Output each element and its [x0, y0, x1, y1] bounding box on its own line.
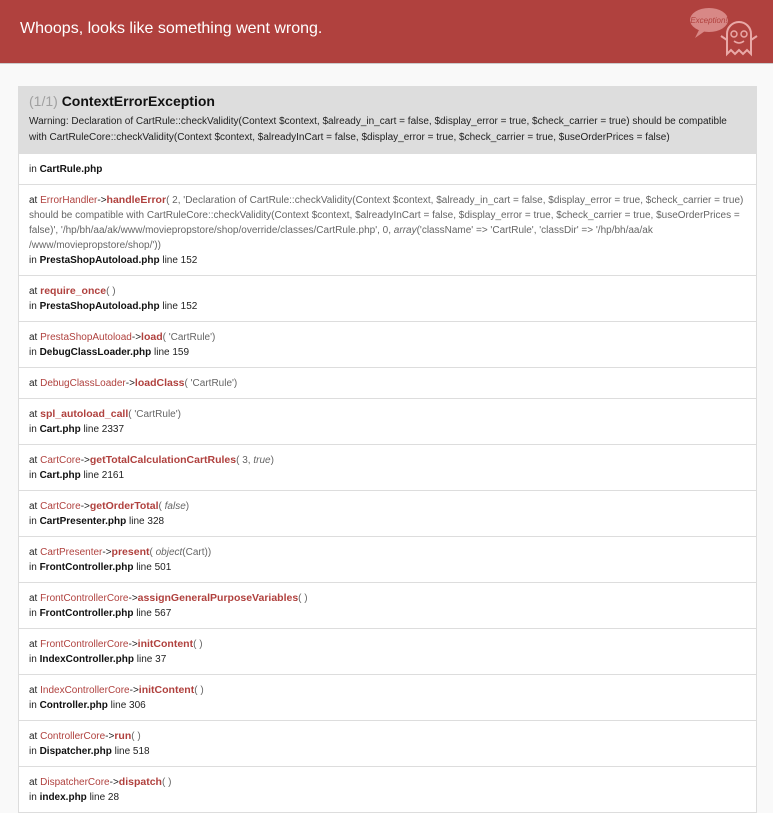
- trace-method: initContent: [137, 638, 194, 650]
- trace-line: line 159: [151, 347, 190, 358]
- trace-class-link[interactable]: CartCore: [40, 455, 81, 466]
- trace-row: [19, 720, 756, 766]
- trace-method: initContent: [138, 684, 195, 696]
- arrow: ->: [129, 685, 139, 696]
- in-label: in: [29, 792, 40, 803]
- trace-call: [29, 376, 746, 391]
- trace-method: handleError: [106, 194, 167, 206]
- trace-location: [29, 514, 746, 529]
- arg: array: [393, 225, 417, 236]
- trace-row: [19, 444, 756, 490]
- trace-row: [19, 628, 756, 674]
- trace-file[interactable]: DebugClassLoader.php: [39, 347, 152, 358]
- trace-row: [19, 582, 756, 628]
- arg: 'CartRule': [134, 409, 178, 420]
- in-label: in: [29, 562, 40, 573]
- arg: true: [253, 455, 271, 466]
- in-label: in: [29, 255, 40, 266]
- trace-line: line 328: [126, 516, 165, 527]
- arg: 2, 'Declaration of CartRule::checkValidity(Context $context, $already_in_cart = false, $display_error = true, $check_carrier = true) should be compatible with CartRuleCore::checkValidity(Context $context, $alreadyInCart = false, $display_error = true, $check_carrier = true, $useOrderPrices = false)', '/hp/bh/aa/ak/www/moviepropstore/shop/override/classes/CartRule.php', 0,: [29, 195, 744, 236]
- at-label: at: [29, 195, 41, 206]
- trace-row: [19, 490, 756, 536]
- trace-line: line 152: [159, 301, 198, 312]
- exception-block: [18, 86, 757, 813]
- arrow: ->: [128, 639, 138, 650]
- arrow: ->: [109, 777, 119, 788]
- at-label: at: [29, 777, 41, 788]
- trace-method: run: [114, 730, 132, 742]
- arg: (Cart): [182, 547, 208, 558]
- arrow: ->: [102, 547, 112, 558]
- trace-location: [29, 422, 746, 437]
- page-title: Whoops, looks like something went wrong.: [20, 20, 323, 37]
- trace-call: [29, 407, 746, 422]
- trace-method: getOrderTotal: [89, 500, 159, 512]
- trace-args: ( ): [131, 731, 141, 742]
- trace-call: [29, 499, 746, 514]
- trace-class-link[interactable]: ControllerCore: [40, 731, 106, 742]
- at-label: at: [29, 547, 41, 558]
- trace-file[interactable]: index.php: [39, 792, 87, 803]
- trace-location: [29, 345, 746, 360]
- at-label: at: [29, 378, 41, 389]
- in-label: in: [29, 424, 40, 435]
- trace-file[interactable]: FrontController.php: [39, 562, 134, 573]
- at-label: at: [29, 286, 41, 297]
- trace-call: [29, 775, 746, 790]
- trace-location: [29, 468, 746, 483]
- trace-class-link[interactable]: DebugClassLoader: [40, 378, 126, 389]
- trace-class-link[interactable]: DispatcherCore: [40, 777, 110, 788]
- in-label: in: [29, 746, 40, 757]
- trace-location: [29, 744, 746, 759]
- trace-args: ( object(Cart)): [149, 547, 212, 558]
- trace-line: line 567: [133, 608, 172, 619]
- trace-args: ( ): [193, 639, 203, 650]
- trace-file[interactable]: Cart.php: [39, 470, 81, 481]
- stack-trace: [19, 154, 756, 812]
- trace-row: [19, 184, 756, 275]
- trace-call: [29, 284, 746, 299]
- trace-file[interactable]: PrestaShopAutoload.php: [39, 301, 160, 312]
- arg: 'CartRule': [168, 332, 213, 343]
- trace-file[interactable]: CartPresenter.php: [39, 516, 127, 527]
- exception-message: Warning: Declaration of CartRule::checkValidity(Context $context, $already_in_cart = false, $display_error = true, $check_carrier = true) should be compatible with CartRuleCore::checkValidity(Context $context, $alreadyInCart = false, $display_error = true, $check_carrier = true, $useOrderPrices = false): [29, 116, 727, 143]
- at-label: at: [29, 332, 41, 343]
- trace-file[interactable]: Dispatcher.php: [39, 746, 112, 757]
- in-label: in: [29, 516, 40, 527]
- trace-location: [29, 299, 746, 314]
- trace-args: ( 2, 'Declaration of CartRule::checkValidity(Context $context, $already_in_cart = false, $display_error = true, $check_carrier = true) should be compatible with CartRuleCore::checkValidity(Context $context, $alreadyInCart = false, $display_error = true, $check_carrier = true, $useOrderPrices = false)', '/hp/bh/aa/ak/www/moviepropstore/shop/override/classes/CartRule.php', 0, array('className' => 'CartRule', 'classDir' => '/hp/bh/aa/ak /www/moviepropstore/shop/')): [29, 195, 744, 251]
- trace-row: [19, 321, 756, 367]
- at-label: at: [29, 639, 41, 650]
- trace-row: [19, 275, 756, 321]
- trace-call: [29, 545, 746, 560]
- trace-line: line 152: [159, 255, 198, 266]
- exception-name: ContextErrorException: [61, 93, 215, 109]
- trace-args: ( false): [158, 501, 190, 512]
- arrow: ->: [125, 378, 135, 389]
- trace-class-link[interactable]: FrontControllerCore: [40, 639, 129, 650]
- trace-location: [29, 253, 746, 268]
- trace-line: line 2337: [80, 424, 125, 435]
- arrow: ->: [131, 332, 142, 343]
- trace-location: [29, 698, 746, 713]
- trace-call: [29, 637, 746, 652]
- trace-row: [19, 367, 756, 398]
- arg: 'CartRule': [190, 378, 234, 389]
- trace-row: [19, 398, 756, 444]
- trace-file[interactable]: IndexController.php: [39, 654, 135, 665]
- trace-args: ( ): [298, 593, 308, 604]
- arrow: ->: [105, 731, 115, 742]
- at-label: at: [29, 455, 41, 466]
- exception-header: [19, 87, 756, 154]
- arg: ('className' => 'CartRule', 'classDir' => '/hp/bh/aa/ak /www/moviepropstore/shop/'): [29, 225, 653, 251]
- arrow: ->: [80, 455, 90, 466]
- error-header: [0, 0, 773, 64]
- trace-args: ( 'CartRule'): [162, 332, 216, 343]
- at-label: at: [29, 593, 41, 604]
- trace-args: ( ): [194, 685, 204, 696]
- trace-line: line 37: [134, 654, 167, 665]
- trace-location: [29, 162, 746, 177]
- trace-args: ( 'CartRule'): [184, 378, 238, 389]
- trace-row: [19, 154, 756, 184]
- arg: object: [155, 547, 183, 558]
- in-label: in: [29, 608, 40, 619]
- trace-location: [29, 606, 746, 621]
- arg: 3,: [242, 455, 254, 466]
- trace-line: line 501: [133, 562, 172, 573]
- at-label: at: [29, 501, 41, 512]
- trace-args: ( 'CartRule'): [128, 409, 181, 420]
- trace-line: line 28: [86, 792, 120, 803]
- arrow: ->: [97, 195, 107, 206]
- trace-location: [29, 560, 746, 575]
- trace-call: [29, 729, 746, 744]
- trace-args: ( 3, true): [236, 455, 274, 466]
- trace-class-link[interactable]: ErrorHandler: [40, 195, 98, 206]
- trace-row: [19, 536, 756, 582]
- trace-location: [29, 652, 746, 667]
- trace-file[interactable]: Cart.php: [39, 424, 81, 435]
- trace-class-link[interactable]: IndexControllerCore: [40, 685, 130, 696]
- trace-location: [29, 790, 746, 805]
- trace-class-link[interactable]: CartPresenter: [40, 547, 103, 558]
- trace-args: ( ): [106, 286, 116, 297]
- in-label: in: [29, 164, 40, 175]
- svg-text:Exception!: Exception!: [690, 16, 728, 25]
- trace-class-link[interactable]: PrestaShopAutoload: [40, 332, 132, 343]
- trace-class-link[interactable]: CartCore: [40, 501, 81, 512]
- in-label: in: [29, 700, 40, 711]
- trace-call: [29, 330, 746, 345]
- trace-row: [19, 766, 756, 812]
- trace-call: [29, 683, 746, 698]
- trace-row: [19, 674, 756, 720]
- in-label: in: [29, 347, 40, 358]
- trace-method: loadClass: [134, 377, 185, 389]
- trace-call: [29, 591, 746, 606]
- exception-ghost-logo: [689, 4, 759, 60]
- in-label: in: [29, 654, 40, 665]
- at-label: at: [29, 409, 41, 420]
- trace-file[interactable]: CartRule.php: [39, 164, 103, 175]
- trace-line: line 518: [111, 746, 150, 757]
- trace-method: load: [141, 331, 163, 343]
- exception-count: (1/1): [29, 93, 58, 109]
- trace-method: present: [111, 546, 150, 558]
- trace-args: ( ): [161, 777, 172, 788]
- in-label: in: [29, 301, 40, 312]
- trace-file[interactable]: FrontController.php: [39, 608, 134, 619]
- trace-method: require_once: [40, 285, 107, 297]
- trace-line: line 2161: [80, 470, 125, 481]
- trace-file[interactable]: Controller.php: [39, 700, 108, 711]
- trace-class-link[interactable]: FrontControllerCore: [40, 593, 129, 604]
- trace-file[interactable]: PrestaShopAutoload.php: [39, 255, 160, 266]
- trace-method: dispatch: [118, 776, 162, 788]
- trace-method: assignGeneralPurposeVariables: [137, 592, 299, 604]
- at-label: at: [29, 685, 41, 696]
- trace-method: spl_autoload_call: [40, 408, 129, 420]
- in-label: in: [29, 470, 40, 481]
- at-label: at: [29, 731, 41, 742]
- trace-method: getTotalCalculationCartRules: [89, 454, 237, 466]
- trace-call: [29, 453, 746, 468]
- arrow: ->: [80, 501, 90, 512]
- trace-line: line 306: [107, 700, 146, 711]
- arrow: ->: [128, 593, 138, 604]
- arg: false: [164, 501, 186, 512]
- trace-call: [29, 193, 746, 253]
